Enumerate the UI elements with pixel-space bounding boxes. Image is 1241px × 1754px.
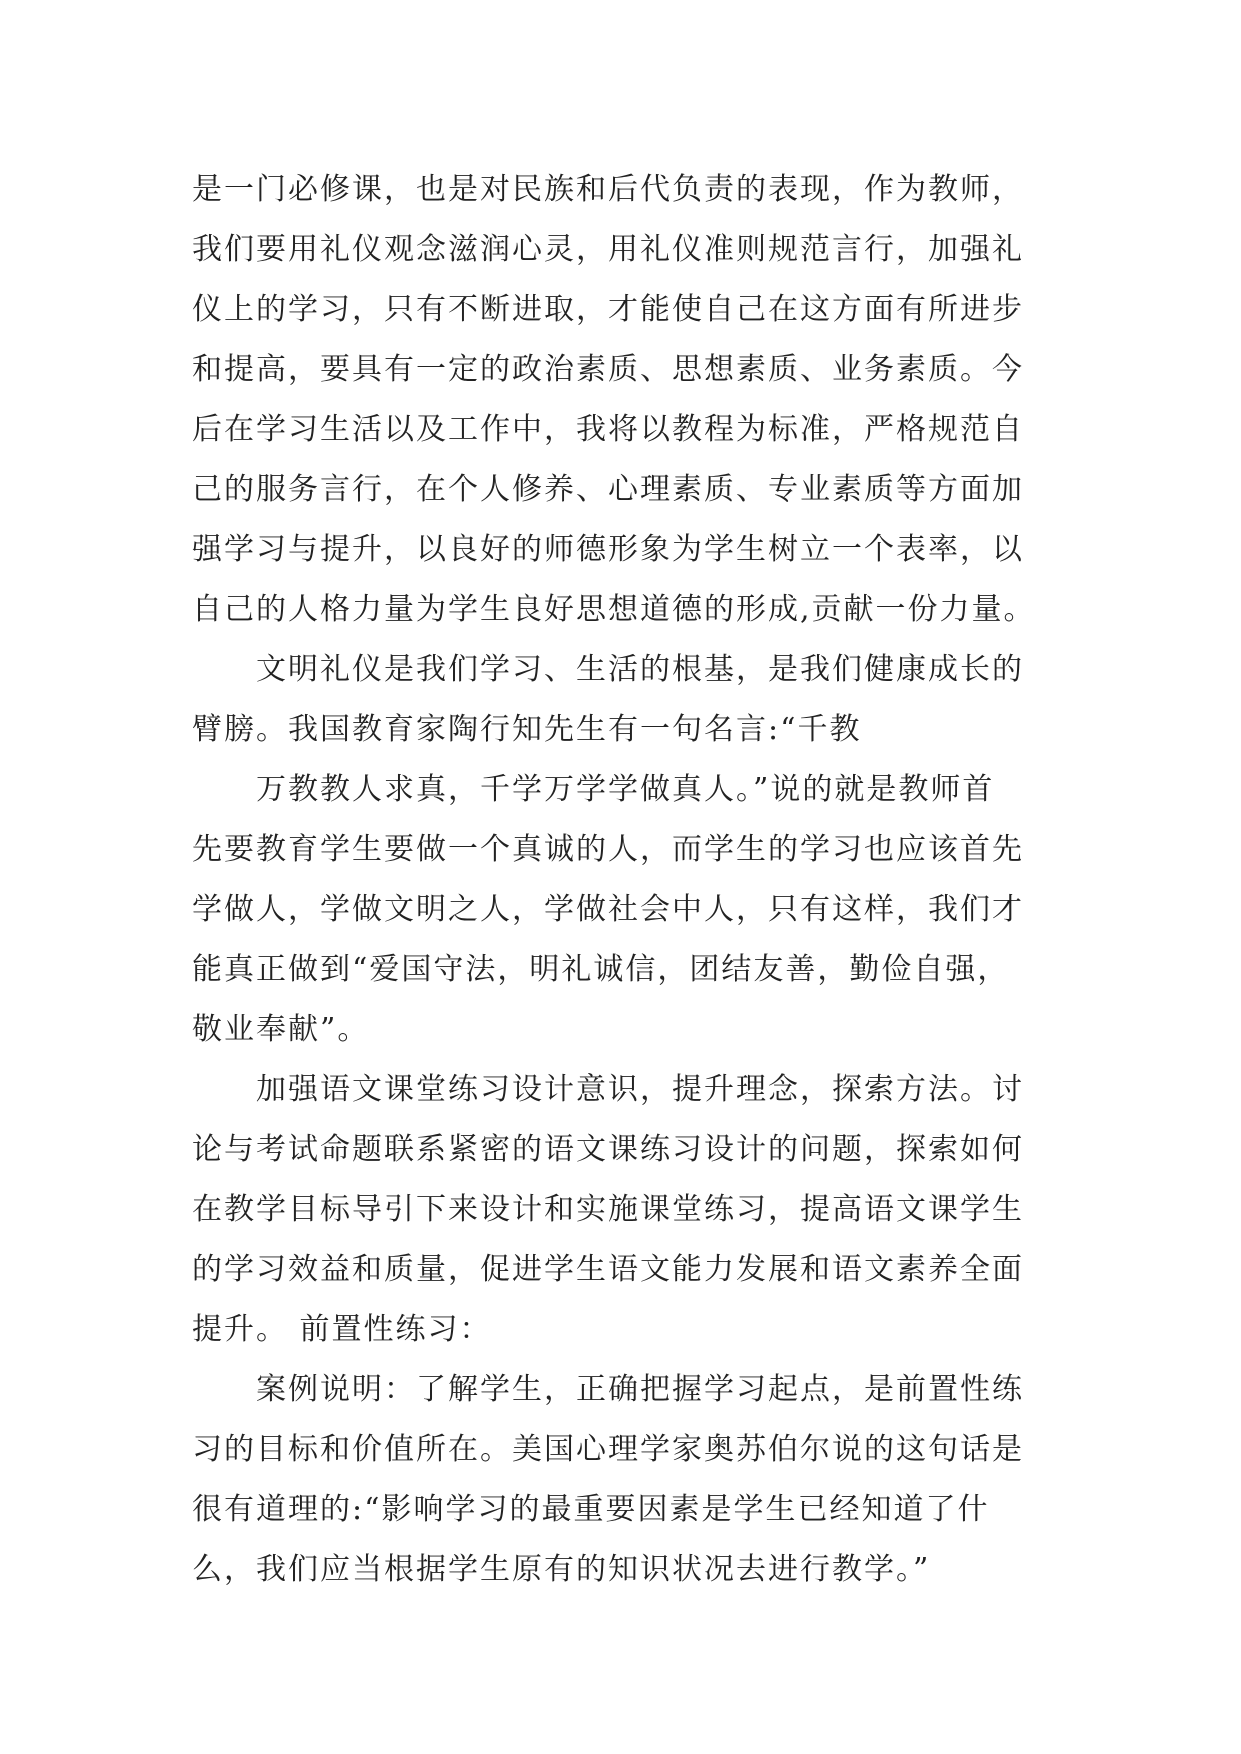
paragraph-start-line: 加强语文课堂练习设计意识，提升理念，探索方法。讨 [256,1072,1024,1107]
text-line: 习的目标和价值所在。美国心理学家奥苏伯尔说的这句话是 [192,1432,1024,1467]
text-line: 很有道理的:“影响学习的最重要因素是学生已经知道了什 [192,1492,990,1527]
text-line: 强学习与提升，以良好的师德形象为学生树立一个表率，以 [192,532,1024,567]
text-line: 和提高，要具有一定的政治素质、思想素质、业务素质。今 [192,352,1024,387]
text-line: 学做人，学做文明之人，学做社会中人，只有这样，我们才 [192,892,1024,927]
text-line: 能真正做到“爱国守法，明礼诚信，团结友善，勤俭自强， [192,952,1010,987]
paragraph-start-line: 万教教人求真，千学万学学做真人。”说的就是教师首 [256,772,995,807]
text-line: 论与考试命题联系紧密的语文课练习设计的问题，探索如何 [192,1132,1024,1167]
text-line: 敬业奉献”。 [192,1012,370,1047]
text-line: 么，我们应当根据学生原有的知识状况去进行教学。” [192,1552,931,1587]
text-line: 的学习效益和质量，促进学生语文能力发展和语文素养全面 [192,1252,1024,1287]
paragraph-start-line: 案例说明：了解学生，正确把握学习起点，是前置性练 [256,1372,1024,1407]
document-body [192,160,1052,1600]
text-line: 在教学目标导引下来设计和实施课堂练习，提高语文课学生 [192,1192,1024,1227]
text-line: 提升。 前置性练习： [192,1312,492,1347]
text-line: 先要教育学生要做一个真诚的人，而学生的学习也应该首先 [192,832,1024,867]
text-line: 臂膀。我国教育家陶行知先生有一句名言:“千教 [192,712,862,747]
text-line: 后在学习生活以及工作中，我将以教程为标准，严格规范自 [192,412,1024,447]
text-line: 是一门必修课，也是对民族和后代负责的表现，作为教师， [192,172,1024,207]
text-line: 己的服务言行，在个人修养、心理素质、专业素质等方面加 [192,472,1024,507]
paragraph-start-line: 文明礼仪是我们学习、生活的根基，是我们健康成长的 [256,652,1024,687]
text-line: 自己的人格力量为学生良好思想道德的形成,贡献一份力量。 [192,592,1036,627]
text-line: 仪上的学习，只有不断进取，才能使自己在这方面有所进步 [192,292,1024,327]
text-line: 我们要用礼仪观念滋润心灵，用礼仪准则规范言行，加强礼 [192,232,1024,267]
